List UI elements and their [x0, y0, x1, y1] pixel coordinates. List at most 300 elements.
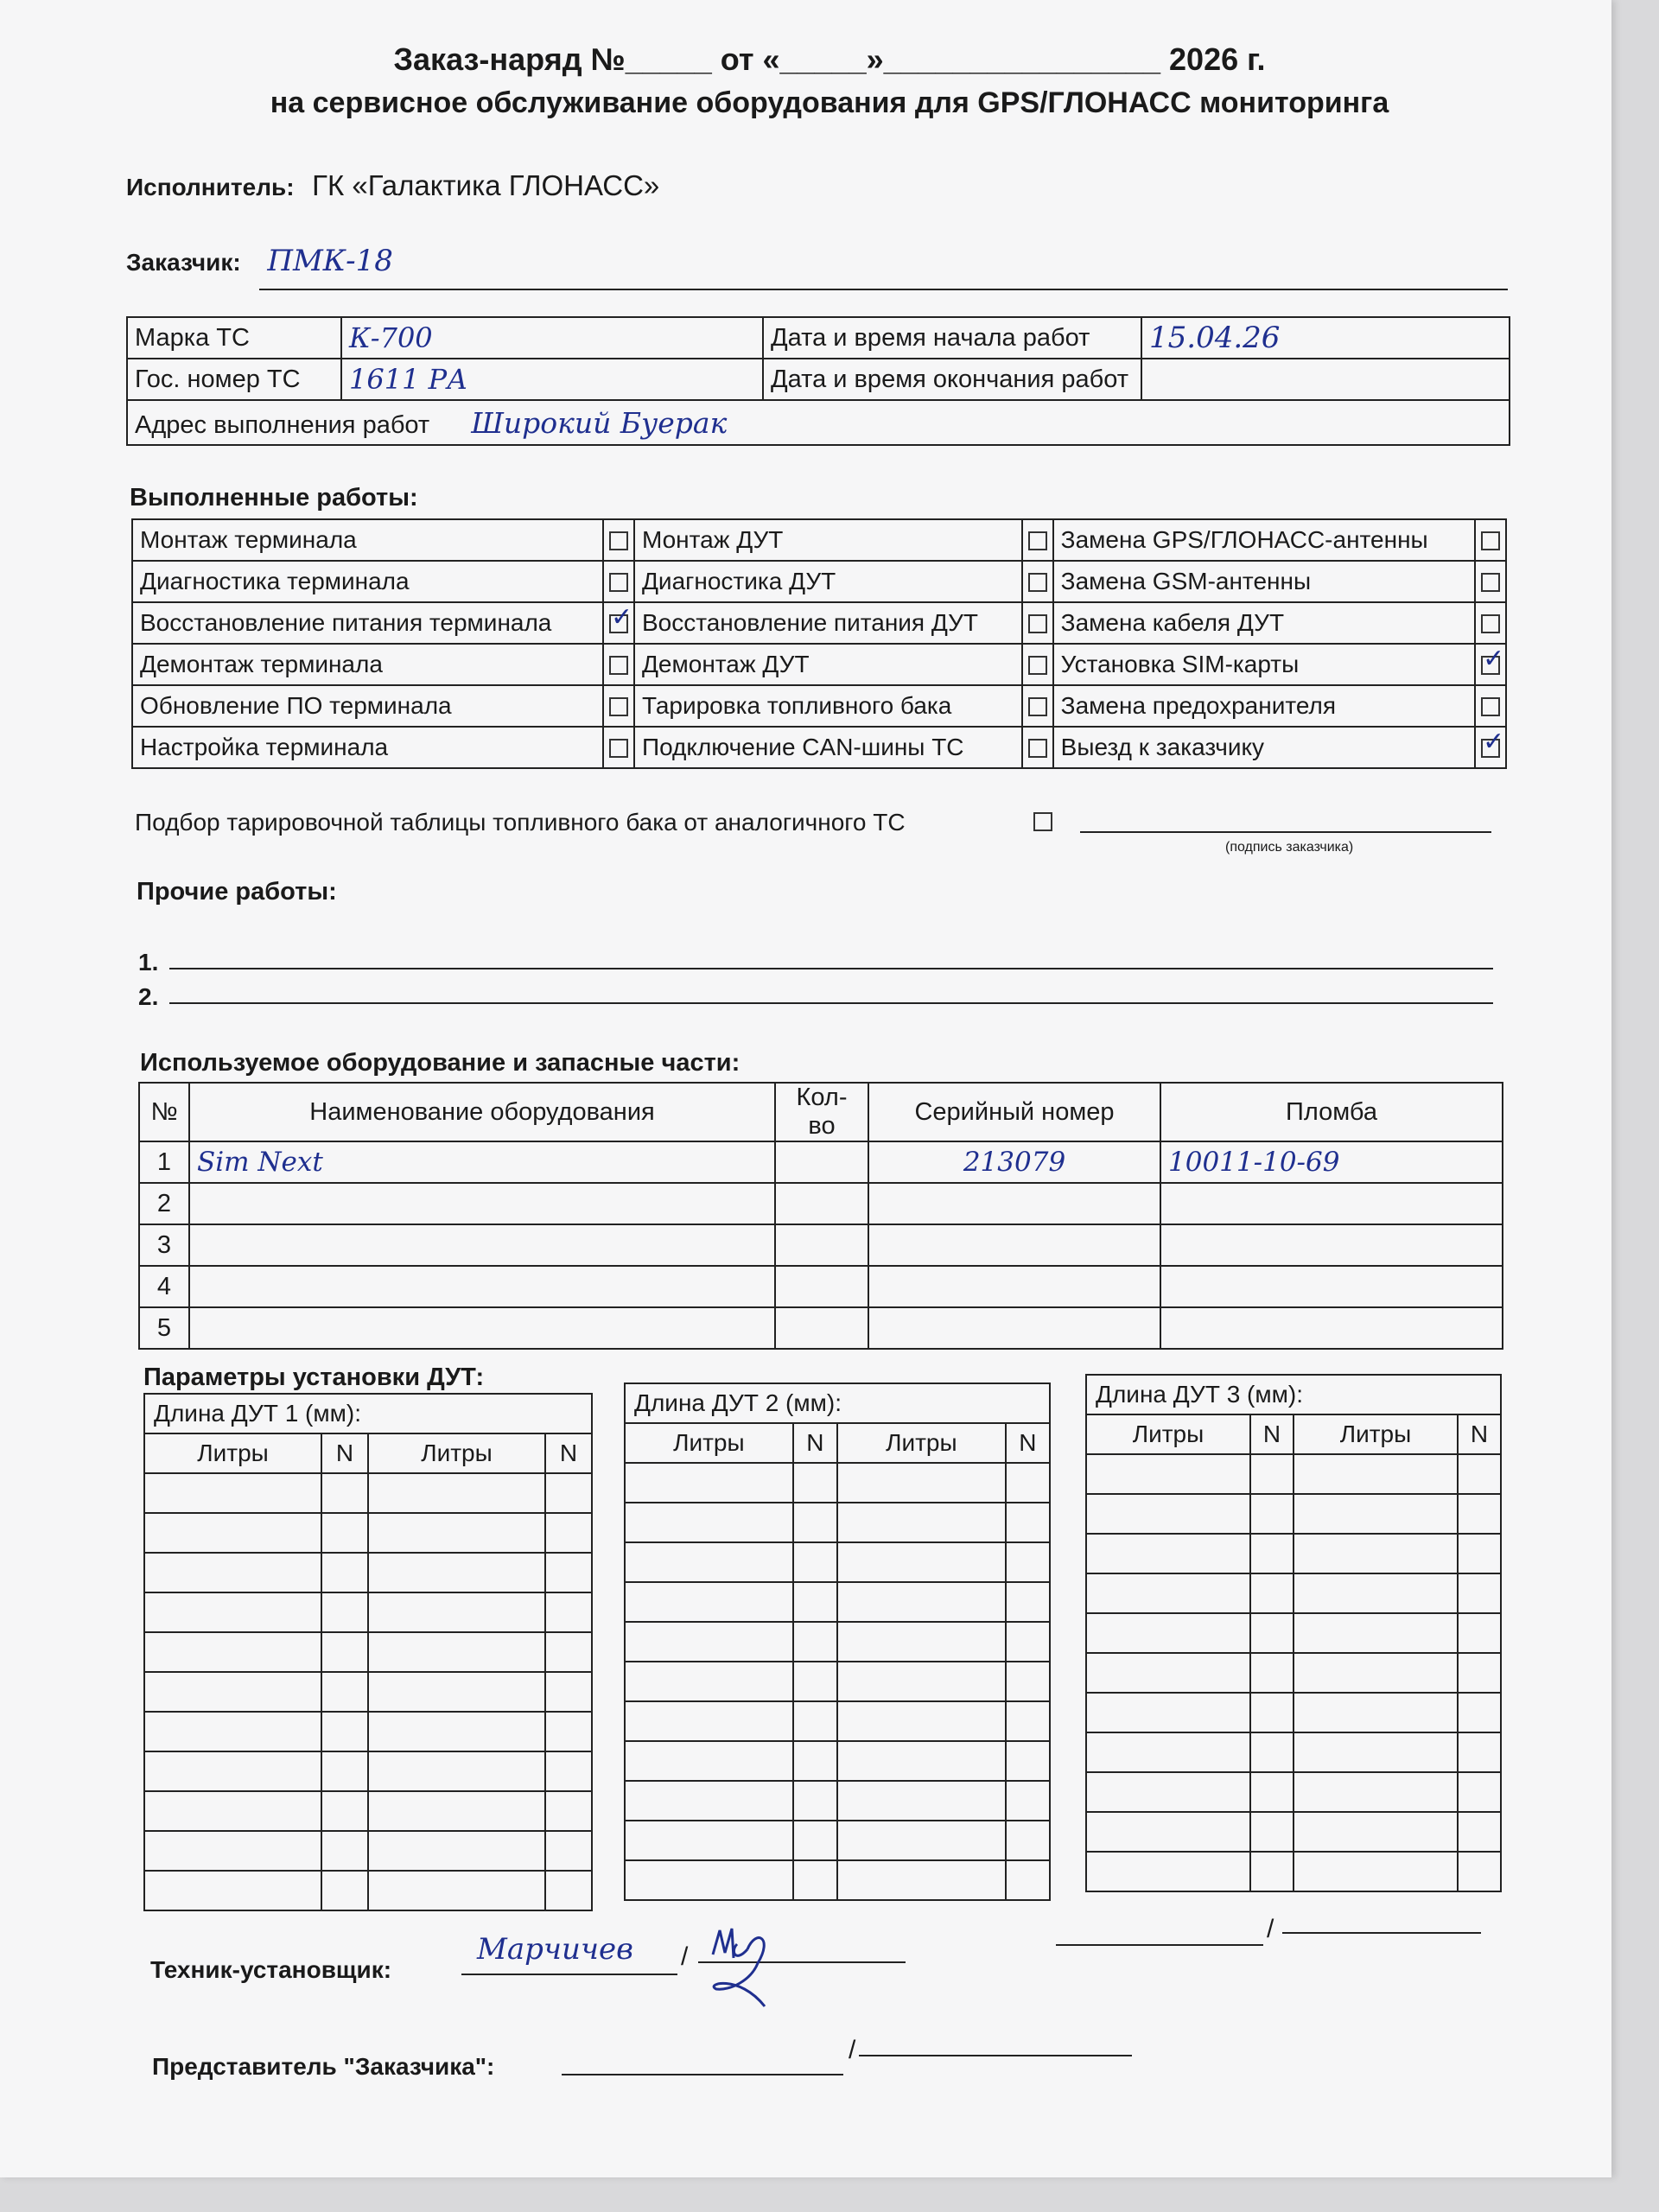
- dut-cell[interactable]: [793, 1582, 837, 1622]
- dut-cell[interactable]: [368, 1632, 545, 1672]
- dut-cell[interactable]: [1458, 1852, 1501, 1891]
- work-checkbox[interactable]: [1028, 573, 1047, 592]
- work-checkbox[interactable]: [609, 656, 628, 675]
- dut-row: [625, 1503, 1050, 1542]
- plate-value[interactable]: 1611 РА: [341, 359, 763, 400]
- contractor-label: Исполнитель:: [126, 174, 295, 200]
- dut-cell[interactable]: [837, 1781, 1006, 1821]
- work-checkbox-cell: [1475, 519, 1506, 561]
- dut-cell[interactable]: [793, 1463, 837, 1503]
- equipment-serial[interactable]: 213079: [868, 1141, 1160, 1183]
- dut-col-n: N: [321, 1433, 368, 1473]
- col-serial: Серийный номер: [868, 1083, 1160, 1141]
- dut-cell[interactable]: [321, 1592, 368, 1632]
- dut-cell[interactable]: [793, 1821, 837, 1860]
- work-label: Диагностика терминала: [132, 561, 603, 602]
- calibration-checkbox[interactable]: [1033, 812, 1052, 831]
- other-work-2-line[interactable]: [169, 1002, 1493, 1004]
- equipment-qty[interactable]: [775, 1183, 868, 1224]
- technician-name[interactable]: Марчичев: [477, 1932, 633, 1967]
- dut-row: [1086, 1653, 1501, 1693]
- dut-cell[interactable]: [1294, 1494, 1458, 1534]
- work-label: Демонтаж ДУТ: [634, 644, 1022, 685]
- equipment-seal[interactable]: [1160, 1183, 1503, 1224]
- dut-cell[interactable]: [1250, 1852, 1294, 1891]
- dut-cell[interactable]: [1294, 1693, 1458, 1732]
- work-checkbox[interactable]: [609, 697, 628, 716]
- dut-col-n: N: [793, 1423, 837, 1463]
- equipment-serial[interactable]: [868, 1224, 1160, 1266]
- dut-cell[interactable]: [368, 1751, 545, 1791]
- dut-cell[interactable]: [1006, 1503, 1050, 1542]
- dut-col-liters: Литры: [368, 1433, 545, 1473]
- dut-cell[interactable]: [625, 1860, 793, 1900]
- work-checkbox[interactable]: [1028, 656, 1047, 675]
- dut-title: Параметры установки ДУТ:: [143, 1363, 485, 1391]
- dut-cell[interactable]: [1294, 1613, 1458, 1653]
- equipment-row: [139, 1141, 1503, 1183]
- dut-row: [1086, 1693, 1501, 1732]
- dut-row: [144, 1592, 592, 1632]
- dut-cell[interactable]: [1250, 1573, 1294, 1613]
- dut-cell[interactable]: [1250, 1534, 1294, 1573]
- customer-rep-line-2[interactable]: [859, 2055, 1132, 2056]
- dut-caption: Длина ДУТ 1 (мм):: [144, 1394, 592, 1433]
- dut-table-2: [624, 1382, 1051, 1901]
- end-value[interactable]: [1141, 359, 1510, 400]
- work-label: Замена кабеля ДУТ: [1053, 602, 1475, 644]
- equipment-qty[interactable]: [775, 1307, 868, 1349]
- work-checkbox[interactable]: [609, 614, 628, 633]
- dut-cell[interactable]: [321, 1473, 368, 1513]
- equipment-title: Используемое оборудование и запасные части:: [140, 1049, 741, 1077]
- dut-row: [144, 1791, 592, 1831]
- brand-label: Марка ТС: [127, 317, 341, 359]
- dut-cell[interactable]: [1006, 1622, 1050, 1662]
- right-slash: /: [1267, 1915, 1274, 1943]
- dut-col-liters: Литры: [837, 1423, 1006, 1463]
- dut-cell[interactable]: [321, 1513, 368, 1553]
- dut-cell[interactable]: [545, 1712, 592, 1751]
- work-label: Диагностика ДУТ: [634, 561, 1022, 602]
- dut-cell[interactable]: [545, 1513, 592, 1553]
- dut-cell[interactable]: [144, 1672, 321, 1712]
- dut-cell[interactable]: [1086, 1573, 1250, 1613]
- dut-cell[interactable]: [545, 1592, 592, 1632]
- dut-caption: Длина ДУТ 2 (мм):: [625, 1383, 1050, 1423]
- dut-row: [144, 1632, 592, 1672]
- equipment-seal[interactable]: [1160, 1224, 1503, 1266]
- dut-row: [625, 1860, 1050, 1900]
- work-checkbox[interactable]: [1028, 614, 1047, 633]
- dut-cell[interactable]: [368, 1592, 545, 1632]
- col-name: Наименование оборудования: [189, 1083, 775, 1141]
- right-sign-line-2: [1282, 1932, 1481, 1934]
- work-checkbox[interactable]: [1481, 656, 1500, 675]
- dut-cell[interactable]: [625, 1781, 793, 1821]
- work-label: Монтаж терминала: [132, 519, 603, 561]
- dut-row: [625, 1701, 1050, 1741]
- dut-cell[interactable]: [144, 1871, 321, 1910]
- work-checkbox[interactable]: [609, 531, 628, 550]
- dut-cell[interactable]: [368, 1553, 545, 1592]
- customer-rep-slash: /: [849, 2036, 856, 2064]
- equipment-name[interactable]: Sim Next: [189, 1141, 775, 1183]
- equipment-name[interactable]: [189, 1183, 775, 1224]
- dut-row: [1086, 1732, 1501, 1772]
- dut-cell[interactable]: [368, 1871, 545, 1910]
- dut-cell[interactable]: [144, 1831, 321, 1871]
- dut-cell[interactable]: [1086, 1613, 1250, 1653]
- dut-cell[interactable]: [144, 1513, 321, 1553]
- other-work-2-label: 2.: [138, 983, 159, 1010]
- dut-cell[interactable]: [1294, 1534, 1458, 1573]
- dut-table-3: [1085, 1374, 1502, 1892]
- dut-cell[interactable]: [368, 1712, 545, 1751]
- row-number: 5: [139, 1307, 189, 1349]
- equipment-header-row: [139, 1083, 1503, 1141]
- dut-cell[interactable]: [837, 1463, 1006, 1503]
- dut-cell[interactable]: [1006, 1662, 1050, 1701]
- dut-cell[interactable]: [625, 1622, 793, 1662]
- dut-cell[interactable]: [837, 1701, 1006, 1741]
- dut-cell[interactable]: [1006, 1463, 1050, 1503]
- dut-cell[interactable]: [144, 1592, 321, 1632]
- calibration-label: Подбор тарировочной таблицы топливного бака от аналогичного ТС: [135, 809, 906, 836]
- work-checkbox[interactable]: [1481, 614, 1500, 633]
- dut-cell[interactable]: [837, 1741, 1006, 1781]
- dut-cell[interactable]: [1458, 1732, 1501, 1772]
- dut-cell[interactable]: [625, 1463, 793, 1503]
- address-label: Адрес выполнения работ: [135, 410, 430, 439]
- work-checkbox[interactable]: [1028, 739, 1047, 758]
- dut-cell[interactable]: [1294, 1772, 1458, 1812]
- dut-cell[interactable]: [1086, 1693, 1250, 1732]
- dut-col-n: N: [1006, 1423, 1050, 1463]
- end-label: Дата и время окончания работ: [763, 359, 1141, 400]
- dut-cell[interactable]: [625, 1503, 793, 1542]
- dut-cell[interactable]: [1006, 1860, 1050, 1900]
- work-label: Подключение CAN-шины ТС: [634, 727, 1022, 768]
- equipment-name[interactable]: [189, 1224, 775, 1266]
- work-label: Обновление ПО терминала: [132, 685, 603, 727]
- dut-cell[interactable]: [1086, 1454, 1250, 1494]
- dut-cell[interactable]: [793, 1741, 837, 1781]
- work-checkbox[interactable]: [1481, 697, 1500, 716]
- dut-cell[interactable]: [1250, 1693, 1294, 1732]
- row-number: 1: [139, 1141, 189, 1183]
- dut-row: [625, 1582, 1050, 1622]
- equipment-serial[interactable]: [868, 1183, 1160, 1224]
- dut-cell[interactable]: [1250, 1653, 1294, 1693]
- equipment-serial[interactable]: [868, 1266, 1160, 1307]
- dut-cell[interactable]: [1294, 1573, 1458, 1613]
- dut-cell[interactable]: [545, 1553, 592, 1592]
- dut-cell[interactable]: [368, 1672, 545, 1712]
- dut-cell[interactable]: [1250, 1732, 1294, 1772]
- equipment-row: [139, 1307, 1503, 1349]
- dut-cell[interactable]: [837, 1662, 1006, 1701]
- dut-cell[interactable]: [144, 1791, 321, 1831]
- dut-cell[interactable]: [1006, 1582, 1050, 1622]
- dut-cell[interactable]: [1458, 1454, 1501, 1494]
- work-checkbox[interactable]: [1481, 531, 1500, 550]
- equipment-name[interactable]: [189, 1266, 775, 1307]
- equipment-row: [139, 1266, 1503, 1307]
- other-work-1-line[interactable]: [169, 968, 1493, 969]
- work-checkbox[interactable]: [1481, 573, 1500, 592]
- work-checkbox-cell: [1475, 602, 1506, 644]
- dut-cell[interactable]: [1294, 1812, 1458, 1852]
- dut-cell[interactable]: [1294, 1852, 1458, 1891]
- dut-row: [144, 1672, 592, 1712]
- dut-cell[interactable]: [837, 1622, 1006, 1662]
- works-row: [132, 561, 1506, 602]
- dut-table-1: [143, 1393, 593, 1911]
- work-checkbox-cell: [603, 644, 634, 685]
- dut-cell[interactable]: [368, 1473, 545, 1513]
- customer-rep-label: Представитель "Заказчика":: [152, 2053, 495, 2080]
- start-label: Дата и время начала работ: [763, 317, 1141, 359]
- dut-cell[interactable]: [545, 1473, 592, 1513]
- dut-row: [144, 1553, 592, 1592]
- customer-signature-line: [1080, 831, 1491, 833]
- dut-cell[interactable]: [545, 1672, 592, 1712]
- dut-cell[interactable]: [321, 1831, 368, 1871]
- dut-cell[interactable]: [1250, 1494, 1294, 1534]
- technician-slash: /: [681, 1942, 689, 1971]
- col-seal: Пломба: [1160, 1083, 1503, 1141]
- dut-cell[interactable]: [321, 1712, 368, 1751]
- work-label: Монтаж ДУТ: [634, 519, 1022, 561]
- work-label: Демонтаж терминала: [132, 644, 603, 685]
- dut-cell[interactable]: [144, 1632, 321, 1672]
- start-value[interactable]: 15.04.26: [1141, 317, 1510, 359]
- work-label: Восстановление питания ДУТ: [634, 602, 1022, 644]
- dut-cell[interactable]: [368, 1831, 545, 1871]
- works-row: [132, 602, 1506, 644]
- dut-cell[interactable]: [321, 1791, 368, 1831]
- dut-row: [1086, 1812, 1501, 1852]
- work-label: Настройка терминала: [132, 727, 603, 768]
- dut-cell[interactable]: [793, 1542, 837, 1582]
- dut-cell[interactable]: [793, 1860, 837, 1900]
- brand-value[interactable]: К-700: [341, 317, 763, 359]
- dut-cell[interactable]: [793, 1781, 837, 1821]
- dut-cell[interactable]: [793, 1503, 837, 1542]
- work-checkbox-cell: [1022, 644, 1053, 685]
- dut-cell[interactable]: [1006, 1781, 1050, 1821]
- work-checkbox-cell: [1022, 602, 1053, 644]
- dut-cell[interactable]: [1086, 1772, 1250, 1812]
- work-label: Восстановление питания терминала: [132, 602, 603, 644]
- address-value[interactable]: Широкий Буерак: [471, 405, 728, 440]
- col-qty: Кол-во: [775, 1083, 868, 1141]
- works-row: [132, 644, 1506, 685]
- dut-col-liters: Литры: [144, 1433, 321, 1473]
- dut-cell[interactable]: [321, 1751, 368, 1791]
- dut-cell[interactable]: [321, 1672, 368, 1712]
- signature-caption: (подпись заказчика): [1225, 840, 1354, 855]
- dut-cell[interactable]: [545, 1751, 592, 1791]
- dut-cell[interactable]: [321, 1553, 368, 1592]
- customer-row: [126, 244, 393, 278]
- dut-cell[interactable]: [1458, 1653, 1501, 1693]
- dut-cell[interactable]: [545, 1831, 592, 1871]
- works-table: [131, 518, 1507, 769]
- dut-cell[interactable]: [144, 1712, 321, 1751]
- dut-cell[interactable]: [1086, 1534, 1250, 1573]
- document-title: Заказ-наряд №_____ от «_____»________________ 2026 г.: [393, 41, 1266, 77]
- dut-cell[interactable]: [625, 1701, 793, 1741]
- dut-cell[interactable]: [144, 1553, 321, 1592]
- dut-row: [144, 1473, 592, 1513]
- dut-cell[interactable]: [1458, 1772, 1501, 1812]
- dut-cell[interactable]: [837, 1542, 1006, 1582]
- dut-cell[interactable]: [1086, 1812, 1250, 1852]
- work-checkbox[interactable]: [609, 739, 628, 758]
- technician-label: Техник-установщик:: [150, 1956, 392, 1983]
- equipment-seal[interactable]: [1160, 1307, 1503, 1349]
- dut-cell[interactable]: [625, 1821, 793, 1860]
- dut-col-liters: Литры: [1294, 1414, 1458, 1454]
- dut-cell[interactable]: [545, 1791, 592, 1831]
- dut-row: [1086, 1613, 1501, 1653]
- equipment-seal[interactable]: [1160, 1266, 1503, 1307]
- dut-cell[interactable]: [1294, 1454, 1458, 1494]
- customer-label: Заказчик:: [126, 249, 241, 276]
- equipment-qty[interactable]: [775, 1141, 868, 1183]
- work-label: Замена GPS/ГЛОНАСС-антенны: [1053, 519, 1475, 561]
- dut-cell[interactable]: [1458, 1613, 1501, 1653]
- row-number: 4: [139, 1266, 189, 1307]
- dut-cell[interactable]: [545, 1871, 592, 1910]
- dut-row: [144, 1751, 592, 1791]
- dut-cell[interactable]: [1250, 1613, 1294, 1653]
- dut-cell[interactable]: [1294, 1732, 1458, 1772]
- dut-row: [625, 1662, 1050, 1701]
- dut-row: [1086, 1454, 1501, 1494]
- address-row: [127, 400, 1510, 445]
- work-checkbox[interactable]: [1481, 739, 1500, 758]
- col-number: №: [139, 1083, 189, 1141]
- dut-cell[interactable]: [1250, 1812, 1294, 1852]
- equipment-name[interactable]: [189, 1307, 775, 1349]
- work-checkbox[interactable]: [1028, 697, 1047, 716]
- works-row: [132, 519, 1506, 561]
- dut-cell[interactable]: [1086, 1653, 1250, 1693]
- dut-cell[interactable]: [837, 1503, 1006, 1542]
- work-checkbox-cell: [1475, 644, 1506, 685]
- work-checkbox-cell: [1475, 685, 1506, 727]
- customer-value[interactable]: ПМК-18: [267, 244, 393, 278]
- equipment-serial[interactable]: [868, 1307, 1160, 1349]
- dut-cell[interactable]: [368, 1791, 545, 1831]
- dut-cell[interactable]: [1250, 1454, 1294, 1494]
- dut-cell[interactable]: [1006, 1741, 1050, 1781]
- dut-cell[interactable]: [1458, 1693, 1501, 1732]
- work-checkbox-cell: [603, 561, 634, 602]
- works-title: Выполненные работы:: [130, 484, 418, 512]
- equipment-row: [139, 1224, 1503, 1266]
- dut-cell[interactable]: [793, 1701, 837, 1741]
- work-checkbox-cell: [603, 727, 634, 768]
- other-work-1-label: 1.: [138, 949, 159, 976]
- dut-cell[interactable]: [1086, 1494, 1250, 1534]
- dut-row: [1086, 1534, 1501, 1573]
- work-checkbox-cell: [1022, 727, 1053, 768]
- dut-cell[interactable]: [144, 1473, 321, 1513]
- dut-cell[interactable]: [625, 1741, 793, 1781]
- dut-cell[interactable]: [1006, 1542, 1050, 1582]
- dut-cell[interactable]: [793, 1662, 837, 1701]
- dut-row: [144, 1712, 592, 1751]
- dut-cell[interactable]: [1458, 1494, 1501, 1534]
- dut-row: [625, 1463, 1050, 1503]
- equipment-qty[interactable]: [775, 1224, 868, 1266]
- equipment-seal[interactable]: 10011-10-69: [1160, 1141, 1503, 1183]
- dut-cell[interactable]: [837, 1582, 1006, 1622]
- work-checkbox-cell: [1475, 561, 1506, 602]
- document-subtitle: на сервисное обслуживание оборудования для GPS/ГЛОНАСС мониторинга: [270, 86, 1389, 119]
- vehicle-table: [126, 316, 1510, 446]
- dut-row: [1086, 1573, 1501, 1613]
- dut-row: [625, 1741, 1050, 1781]
- dut-cell[interactable]: [837, 1860, 1006, 1900]
- dut-cell[interactable]: [1006, 1821, 1050, 1860]
- row-number: 3: [139, 1224, 189, 1266]
- dut-cell[interactable]: [321, 1871, 368, 1910]
- dut-cell[interactable]: [1458, 1573, 1501, 1613]
- dut-cell[interactable]: [625, 1582, 793, 1622]
- dut-col-n: N: [545, 1433, 592, 1473]
- equipment-qty[interactable]: [775, 1266, 868, 1307]
- dut-row: [144, 1831, 592, 1871]
- dut-cell[interactable]: [1458, 1534, 1501, 1573]
- work-checkbox-cell: [603, 685, 634, 727]
- work-checkbox[interactable]: [609, 573, 628, 592]
- dut-cell[interactable]: [321, 1632, 368, 1672]
- dut-col-liters: Литры: [1086, 1414, 1250, 1454]
- dut-cell[interactable]: [1294, 1653, 1458, 1693]
- work-checkbox-cell: [1022, 685, 1053, 727]
- dut-cell[interactable]: [625, 1662, 793, 1701]
- work-checkbox-cell: [1475, 727, 1506, 768]
- dut-cell[interactable]: [837, 1821, 1006, 1860]
- dut-cell[interactable]: [1458, 1812, 1501, 1852]
- work-label: Установка SIM-карты: [1053, 644, 1475, 685]
- work-checkbox[interactable]: [1028, 531, 1047, 550]
- dut-cell[interactable]: [1006, 1701, 1050, 1741]
- dut-cell[interactable]: [545, 1632, 592, 1672]
- dut-cell[interactable]: [1250, 1772, 1294, 1812]
- technician-name-line: [461, 1974, 677, 1975]
- dut-row: [1086, 1494, 1501, 1534]
- dut-cell[interactable]: [625, 1542, 793, 1582]
- dut-cell[interactable]: [1086, 1732, 1250, 1772]
- work-label: Выезд к заказчику: [1053, 727, 1475, 768]
- dut-cell[interactable]: [793, 1622, 837, 1662]
- customer-rep-line-1[interactable]: [562, 2074, 843, 2075]
- dut-col-liters: Литры: [625, 1423, 793, 1463]
- dut-cell[interactable]: [144, 1751, 321, 1791]
- work-label: Тарировка топливного бака: [634, 685, 1022, 727]
- other-works-title: Прочие работы:: [137, 878, 337, 906]
- dut-cell[interactable]: [1086, 1852, 1250, 1891]
- technician-signature: [704, 1920, 808, 2015]
- dut-cell[interactable]: [368, 1513, 545, 1553]
- dut-row: [144, 1513, 592, 1553]
